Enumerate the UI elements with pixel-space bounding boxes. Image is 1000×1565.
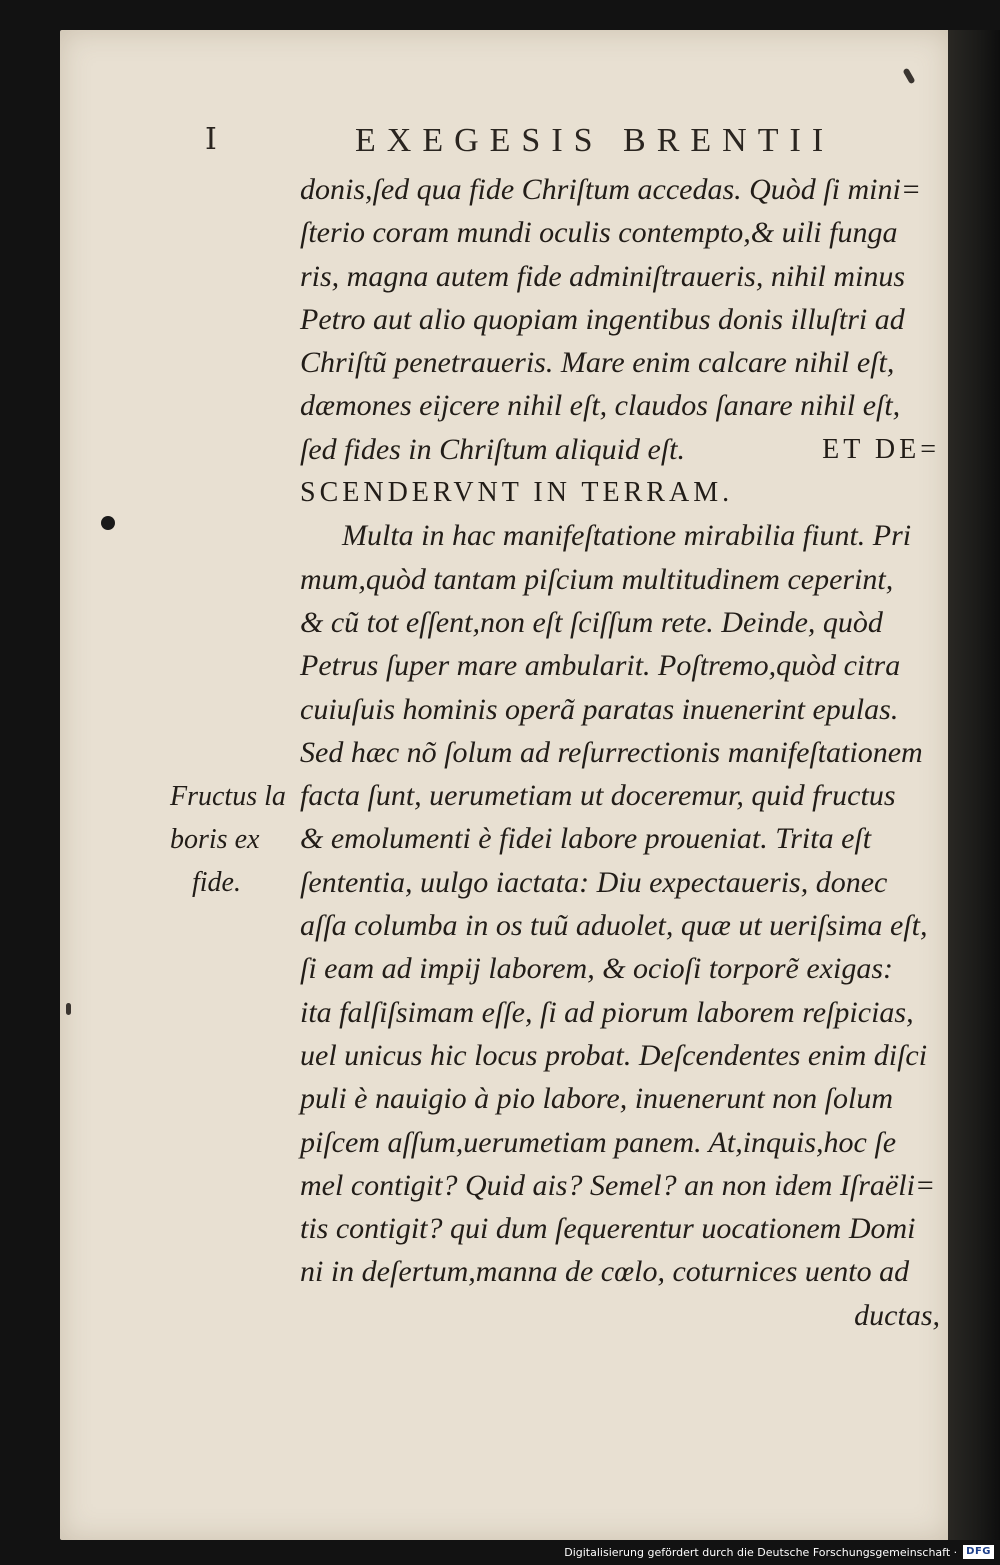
text-line: Chriſtũ penetraueris. Mare enim calcare nihil eſt, [300,346,895,380]
marginal-note-line: boris ex [170,824,260,855]
folio-number: I [205,122,217,157]
text-line: Petrus ſuper mare ambularit. Poſtremo,quòd citra [300,649,901,683]
body-text [300,168,940,1337]
running-head: EXEGESIS BRENTII [355,122,835,159]
text-line: puli è nauigio à pio labore, inuenerunt non ſolum [300,1082,894,1116]
section-heading-start: ET DE= [822,433,940,465]
text-line: & cũ tot eſſent,non eſt ſciſſum rete. Deinde, quòd [300,605,883,639]
text-line: mel contigit? Quid ais? Semel? an non idem Iſraëli= [300,1168,936,1202]
text-line: ni in deſertum,manna de cœlo, coturnices uento ad [300,1255,910,1289]
marginal-note-line: Fructus la [170,781,286,812]
text-line: piſcem aſſum,uerumetiam panem. At,inquis,hoc ſe [300,1125,897,1159]
ink-dot-mark [101,516,115,530]
section-heading-end: SCENDERVNT IN TERRAM. [300,477,734,509]
text-line: & emolumenti è fidei labore proueniat. Trita eſt [300,822,872,856]
text-line: uel unicus hic locus probat. Deſcendentes enim diſci [300,1038,928,1072]
marginal-note [170,775,295,904]
text-line: ſterio coram mundi oculis contempto,& uili funga [300,216,898,250]
text-line: Sed hæc nõ ſolum ad reſurrectionis manifeſtationem [300,735,923,769]
footer-credit-text: Digitalisierung gefördert durch die Deutsche Forschungsgemeinschaft · [564,1545,958,1559]
text-line: Multa in hac manifeſtatione mirabilia fiunt. Pri [342,519,912,553]
text-line: ſi eam ad impij laborem, & ocioſi torporẽ exigas: [300,952,893,986]
dfg-logo-icon: DFG [963,1545,994,1559]
text-line: donis,ſed qua fide Chriſtum accedas. Quòd ſi mini= [300,173,922,206]
text-line: ſed fides in Chriſtum aliquid eſt. [300,432,685,466]
catchword: ductas, [854,1298,940,1332]
text-line: ita falſiſsimam eſſe, ſi ad piorum laborem reſpicias, [300,995,914,1029]
text-line: aſſa columba in os tuũ aduolet, quæ ut ueriſsima eſt, [300,909,928,943]
text-line: mum,quòd tantam piſcium multitudinem ceperint, [300,562,894,596]
text-line-with-heading [300,428,940,471]
text-line: Petro aut alio quopiam ingentibus donis illuſtri ad [300,302,905,336]
text-line: tis contigit? qui dum ſequerentur uocationem Domi [300,1212,916,1246]
text-line: ris, magna autem fide adminiſtraueris, nihil minus [300,259,906,293]
page-edge [948,30,1000,1540]
text-line: dæmones eijcere nihil eſt, claudos ſanare nihil eſt, [300,389,901,423]
text-line: cuiuſuis hominis operã paratas inuenerint epulas. [300,692,899,726]
footer-credit [564,1543,994,1561]
marginal-note-line: fide. [192,867,241,898]
ink-mark [66,1003,71,1015]
text-line: facta ſunt, uerumetiam ut doceremur, quid fructus [300,779,896,813]
text-line: ſententia, uulgo iactata: Diu expectaueris, donec [300,865,888,899]
